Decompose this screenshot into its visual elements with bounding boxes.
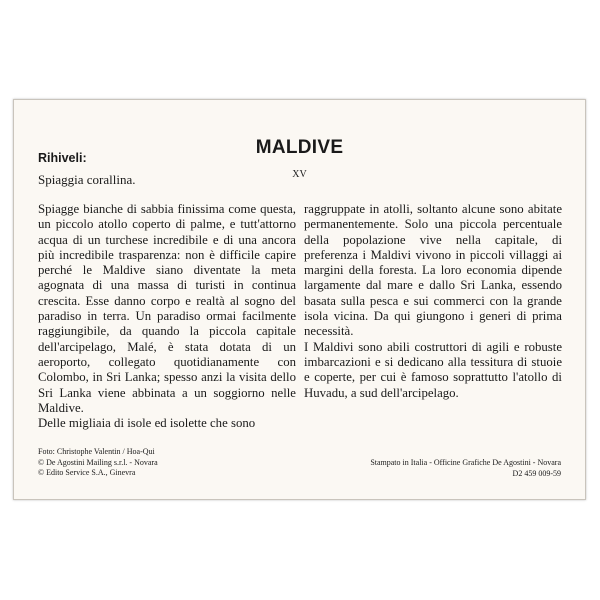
card-subtitle: Rihiveli: [38, 151, 87, 165]
credit-line: © De Agostini Mailing s.r.l. - Novara [38, 457, 158, 467]
left-paragraph: Delle migliaia di isole ed isolette che sono [38, 416, 256, 431]
credit-line: Foto: Christophe Valentin / Hoa-Qui [38, 447, 155, 456]
credit-line: © Edito Service S.A., Ginevra [38, 468, 136, 477]
card-subtitle-caption: Spiaggia corallina. [38, 172, 136, 187]
left-text-column [38, 202, 296, 431]
left-paragraph: Spiagge bianche di sabbia finissima come questa, un piccolo atollo coperto di palme, e tutt'attorno acqua di un turchese incredibile e di una ancora più incredibile trasparenza: non è difficile capire perché le Maldive siano diventate la meta agognata di una massa di turisti in continua crescita. Esse danno corpo e realtà al sogno del paradiso in terra. Un paradiso ormai facilmente raggiungibile, da quando la piccola capitale dell'arcipelago, Malé, è stata dotata di un aeroporto, collegato quotidianamente con Colombo, in Sri Lanka; spesso anzi la visita dello Sri Lanka viene abbinata a un soggiorno nelle Maldive. [38, 202, 296, 415]
photo-credits [38, 447, 158, 479]
printer-line: Stampato in Italia - Officine Grafiche De Agostini - Novara [370, 458, 561, 467]
card-title: MALDIVE [255, 137, 344, 158]
info-card [13, 99, 586, 500]
right-text-column [304, 202, 562, 401]
right-paragraph: raggruppate in atolli, soltanto alcune sono abitate permanentemente. Solo una piccola percentuale della popolazione vive nella capitale, di preferenza i Maldivi vivono in piccoli villaggi ai margini della foresta. La loro economia dipende largamente dal mare e dallo Sri Lanka, essendo basata sulla pesca e sui commerci con la grande isola vicina. Da qui giungono i generi di prima necessità. [304, 202, 562, 339]
card-number: XV [292, 169, 307, 180]
printer-info [370, 458, 561, 479]
right-paragraph: I Maldivi sono abili costruttori di agili e robuste imbarcazioni e si dedicano alla tessitura di stuoie e coperte, per cui è famoso soprattutto l'atollo di Huvadu, a sud dell'arcipelago. [304, 339, 562, 400]
catalog-code: D2 459 009-59 [512, 468, 561, 478]
